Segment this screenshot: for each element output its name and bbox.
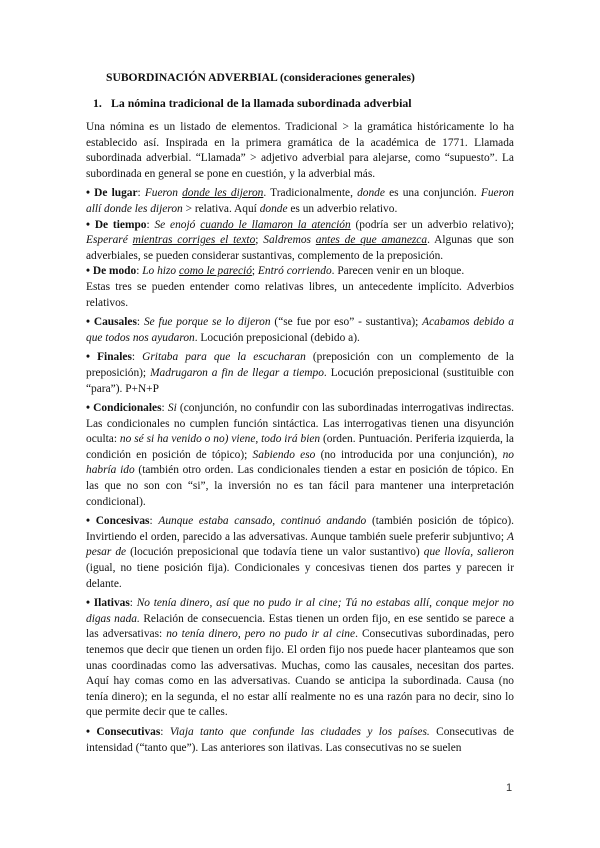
example-text: No tenía dinero, así que no pudo ir al cine; Tú no estabas allí, conque mejor no digas nada. [86,597,514,625]
body-text: Consecutivas de intensidad (“tanto que”). Las anteriores son ilativas. Las consecutivas no se suelen [86,725,514,754]
example-text: no habría ido [86,448,514,477]
example-text: Acabamos debido a que todos nos ayudaron [86,316,514,344]
bullet-icon: • [86,597,90,610]
item-label: De modo [92,265,137,278]
body-text: (locución preposicional que todavía tiene un valor sustantivo) [126,546,424,559]
item-sep: : [131,351,143,364]
body-text: > relativa. Aquí [182,202,260,215]
body-text: (“se fue por eso” - sustantiva); [270,316,423,329]
example-text: Fueron [144,187,183,200]
example-text: Aunque estaba cansado, continuó andando [158,515,367,528]
example-text: Gritaba para que la escucharan [142,351,306,364]
item-label: Concesivas [95,515,150,528]
example-text: Fueron allí donde les dijeron [86,187,514,215]
item-label: De tiempo [94,218,147,231]
item-sep: : [136,265,143,278]
body-text: (conjunción, no confundir con las subordinadas interrogativas indirectas. Las condicionales no cumplen función sintáctica. Las interrogativas tienen una disyunción oculta: [86,402,514,446]
item-sep: : [137,187,145,200]
list-item-finales [86,350,514,397]
body-text: (preposición con un complemento de la preposición); [86,351,514,379]
section-title: La nómina tradicional de la llamada subordinada adverbial [111,96,412,110]
bullet-icon: • [86,316,90,329]
example-text: Esperaré [86,234,133,247]
item-sep: : [136,316,144,329]
body-text: es un adverbio relativo. [287,202,398,215]
body-text: (orden. Puntuación. Periferia izquierda, la condición en posición de tópico); [86,433,514,461]
example-underlined: cuando le llamaron la atención [200,218,351,231]
item-sep: : [129,597,137,610]
bullet-icon: • [86,351,90,364]
example-text: no sé si ha venido o no) viene, todo irá bien [119,433,321,446]
list-item-tiempo [86,218,514,265]
example-text: Entró corriendo [257,265,332,278]
example-text: Se fue porque se lo dijeron [143,316,271,329]
list-item-concesivas [86,514,514,592]
page-title: SUBORDINACIÓN ADVERBIAL (consideraciones generales) [106,71,415,84]
modo-note-paragraph: Estas tres se pueden entender como relativas libres, un antecedente implícito. Adverbios relativos. [86,280,514,309]
example-underlined: mientras corriges el texto [132,234,256,247]
body-text: (podría ser un adverbio relativo); [350,218,514,231]
list-item-condicionales [86,401,514,510]
example-underlined: antes de que amanezca [315,234,428,247]
example-text: no tenía dinero, pero no pudo ir al cine [166,628,356,641]
body-text: . Locución preposicional (sustituible con “para”). P+N+P [86,366,515,395]
body-text: es una conjunción. [384,187,481,200]
list-item-consecutivas [86,725,514,756]
bullet-icon: • [86,515,90,528]
item-label: De lugar [94,187,138,200]
body-text: ; [255,234,264,247]
item-sep: : [161,402,168,415]
intro-paragraph: Una nómina es un listado de elementos. Tradicional > la gramática históricamente lo ha establecido así. Inspirada en la primera gramática de la académica de 1771. Llamada subordinada adverbial. “Llamada” > adjetivo adverbial para alejarse, como “supuesto”. La subordinada en general se pone en cuestión, y la adverbial más. [86,121,514,180]
section-number: 1. [93,96,102,110]
example-text: donde [357,187,385,200]
body-text: . Locución preposicional (debido a). [194,331,360,344]
example-text: Madrugaron a fin de llegar a tiempo [150,366,324,379]
list-item-modo [86,264,514,280]
example-text: Viaja tanto que confunde las ciudades y los países. [169,725,430,738]
bullet-icon: • [86,218,90,231]
body-text: (también otro orden. Las condicionales tienden a estar en posición de tópico. En las que no son con “si”, la inversión no es tan fácil para mantener una interpretación condicional). [86,464,514,508]
example-text: Saldremos [263,234,316,247]
body-text: . Consecutivas subordinadas, pero tenemos que decir que tienen un orden fijo. El orden fijo nos puede hacer planteamos que son unas coordinadas como las adversativas. Muchas, como las causales, necesitan dos partes. Aquí hay comas como en las adversativas. Cuando se anticipa la subordinada. Causa (no tenía dinero); en la segunda, el no estar allí realmente no es una razón para no decir, sino lo que permite decir que te calles. [86,628,515,719]
example-underlined: donde les dijeron [182,187,264,200]
example-text: Lo hizo [142,265,179,278]
body-text: . Algunas que son adverbiales, se pueden considerar sustantivas, complemento de la preposición. [86,234,515,262]
item-sep: : [160,725,170,738]
body-text: . Tradicionalmente, [263,187,358,200]
example-text: A pesar de [86,530,514,559]
list-item-ilativas [86,596,514,721]
list-item-lugar [86,186,514,217]
body-text: Relación de consecuencia. Estas tienen un orden fijo, en ese sentido se parece a las adversativas: [86,612,514,641]
item-sep: : [149,515,159,528]
example-text: que llovía, salieron [423,546,514,559]
item-label: Causales [93,316,137,329]
bullet-icon: • [86,725,90,738]
list-item-causales [86,315,514,346]
item-label: Consecutivas [96,725,161,738]
body-text: ; [251,265,258,278]
body-text: . Parecen venir en un bloque. [331,265,465,278]
example-text: Si [167,402,177,415]
item-label: Condicionales [93,402,162,415]
example-text: Se enojó [154,218,201,231]
section-heading [86,95,514,111]
document-content [86,71,514,756]
body-text: (igual, no tiene posición fija). Condicionales y concesivas tienen dos partes y parecen ir delante. [86,562,514,590]
example-underlined: como le pareció [178,265,252,278]
example-text: donde [259,202,288,215]
page-number: 1 [506,782,513,794]
example-text: Sabiendo eso [252,448,316,461]
item-sep: : [146,218,155,231]
item-label: Ilativas [93,597,130,610]
bullet-icon: • [86,265,90,278]
bullet-icon: • [86,187,90,200]
item-label: Finales [97,351,132,364]
bullet-icon: • [86,402,90,415]
body-text: (también posición de tópico). Invirtiendo el orden, parecido a las adversativas. Aunque también suele preferir subjuntivo; [86,515,514,543]
body-text: (no introducida por una conjunción), [315,448,503,461]
